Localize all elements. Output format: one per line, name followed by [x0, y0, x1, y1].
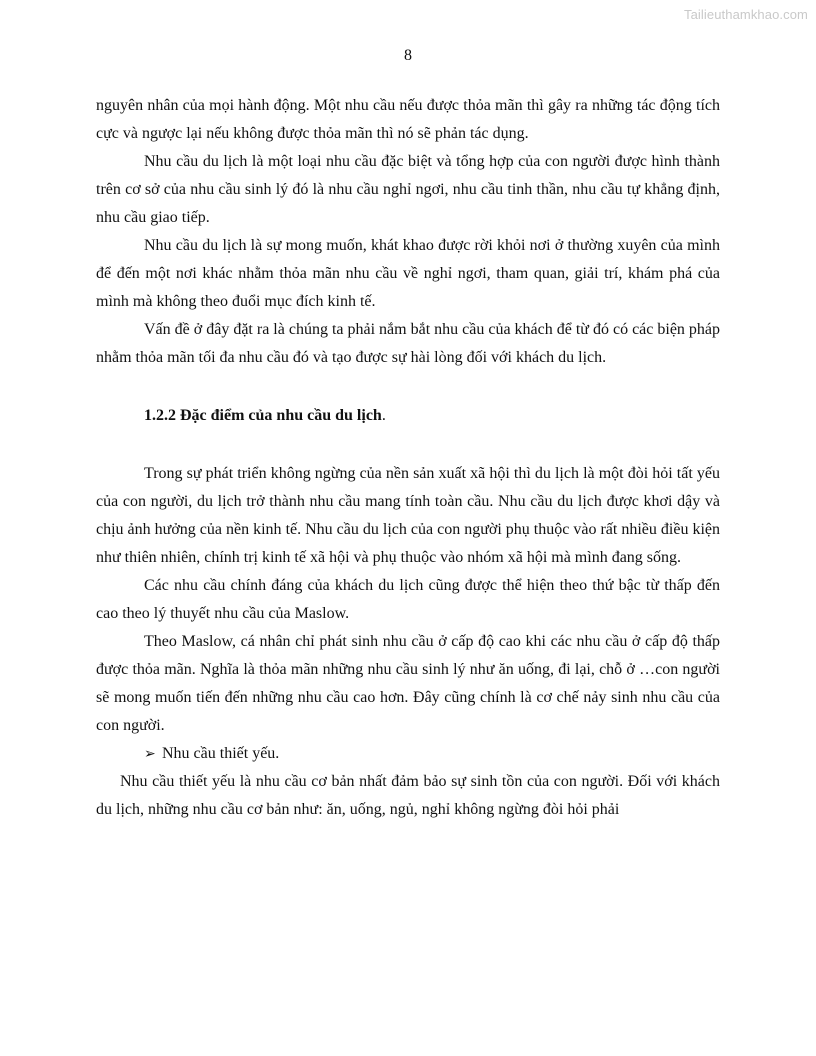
section-heading [96, 402, 720, 430]
paragraph: Nhu cầu thiết yếu là nhu cầu cơ bản nhất đảm bảo sự sinh tồn của con người. Đối với khách du lịch, những nhu cầu cơ bản như: ăn, uống, ngủ, nghỉ không ngừng đòi hỏi phải [96, 773, 720, 818]
paragraph: Trong sự phát triển không ngừng của nền sản xuất xã hội thì du lịch là một đòi hỏi tất yếu của con người, du lịch trở thành nhu cầu mang tính toàn cầu. Nhu cầu du lịch được khơi dậy và chịu ảnh hưởng của nền kinh tế. Nhu cầu du lịch của con người phụ thuộc vào rất nhiều điều kiện như thiên nhiên, chính trị kinh tế xã hội và phụ thuộc vào nhóm xã hội mà mình đang sống. [96, 465, 720, 566]
paragraph-continued: nguyên nhân của mọi hành động. Một nhu cầu nếu được thỏa mãn thì gây ra những tác động tích cực và ngược lại nếu không được thỏa mãn thì nó sẽ phản tác dụng. [96, 97, 720, 142]
page-number: 8 [404, 47, 412, 64]
paragraph: Nhu cầu du lịch là sự mong muốn, khát khao được rời khỏi nơi ở thường xuyên của mình để đến một nơi khác nhằm thỏa mãn nhu cầu về nghỉ ngơi, tham quan, giải trí, khám phá của mình mà không theo đuổi mục đích kinh tế. [96, 237, 720, 310]
document-body [96, 92, 720, 824]
paragraph: Vấn đề ở đây đặt ra là chúng ta phải nắm bắt nhu cầu của khách để từ đó có các biện pháp nhằm thỏa mãn tối đa nhu cầu đó và tạo được sự hài lòng đối với khách du lịch. [96, 321, 721, 366]
paragraph: Các nhu cầu chính đáng của khách du lịch cũng được thể hiện theo thứ bậc từ thấp đến cao theo lý thuyết nhu cầu của Maslow. [96, 577, 720, 622]
bullet-item [96, 740, 720, 768]
bullet-text: Nhu cầu thiết yếu. [162, 745, 280, 762]
section-heading-period: . [381, 407, 386, 424]
watermark: Tailieuthamkhao.com [683, 7, 808, 22]
paragraph: Theo Maslow, cá nhân chỉ phát sinh nhu cầu ở cấp độ cao khi các nhu cầu ở cấp độ thấp được thỏa mãn. Nghĩa là thỏa mãn những nhu cầu sinh lý như ăn uống, đi lại, chỗ ở …con người sẽ mong muốn tiến đến những nhu cầu cao hơn. Đây cũng chính là cơ chế nảy sinh nhu cầu của con người. [96, 633, 720, 734]
paragraph: Nhu cầu du lịch là một loại nhu cầu đặc biệt và tổng hợp của con người được hình thành trên cơ sở của nhu cầu sinh lý đó là nhu cầu nghỉ ngơi, nhu cầu tinh thần, nhu cầu tự khẳng định, nhu cầu giao tiếp. [96, 153, 720, 226]
section-heading-text: 1.2.2 Đặc điểm của nhu cầu du lịch [144, 407, 382, 424]
arrow-bullet-icon: ➢ [144, 746, 156, 762]
